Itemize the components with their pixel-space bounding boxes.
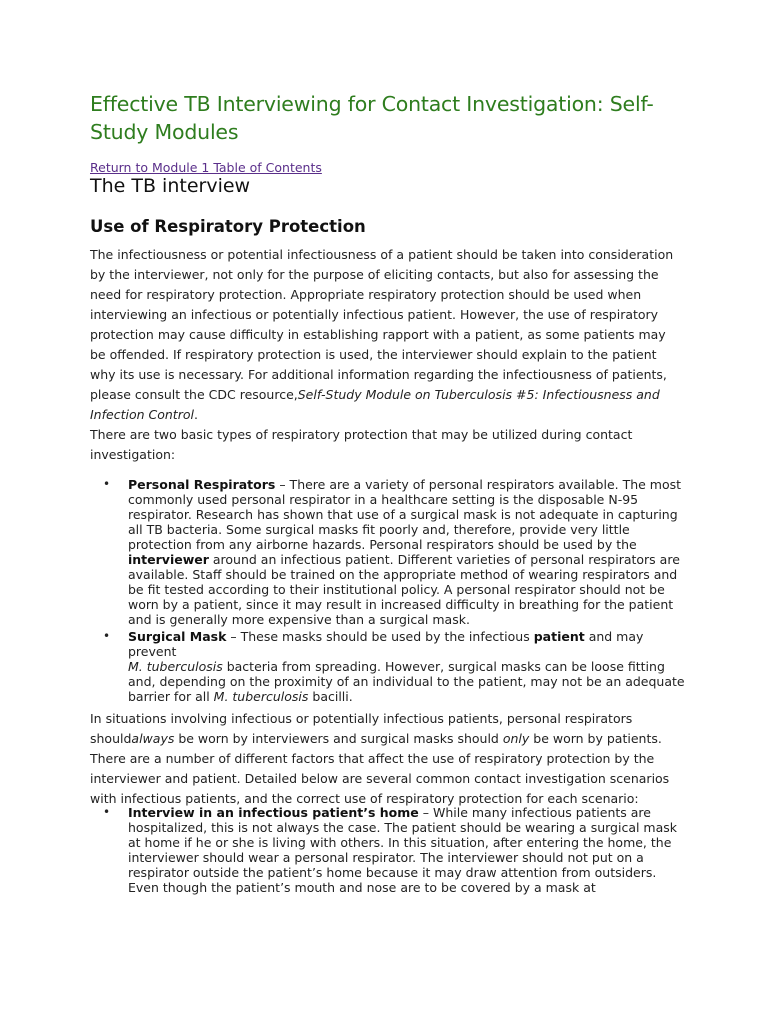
emphasis-only: only [502,731,530,746]
intro-text: The infectiousness or potential infectiousness of a patient should be taken into consideration by the interviewer, not only for the purpose of eliciting contacts, but also for assessing the need for respiratory protection. Appropriate respiratory protection should be used when interviewing an infectious or potentially infectious patient. However, the use of respiratory protection may cause difficulty in establishing rapport with a patient, as some patients may be offended. If respiratory protection is used, the interviewer should explain to the patient why its use is necessary. For additional information regarding the infectiousness of patients, please consult the CDC resource, [90,247,674,402]
item-text: around an infectious patient. Different varieties of personal respirators are available. Staff should be trained on the appropriate method of wearing respirators and be fit tested according to their institutional policy. A personal respirator should not be worn by a patient, since it may result in increased difficulty in breathing for the patient and is generally more expensive than a surgical mask. [128,552,680,627]
bullet-icon: • [103,477,111,491]
item-text: – These masks should be used by the infectious [226,629,534,644]
intro-end: . [193,407,198,422]
item-text: – While many infectious patients are hospitalized, this is not always the case. The patient should be wearing a surgical mask at home if he or she is living with others. In this situation, after entering the home, the interviewer should wear a personal respirator. The interviewer should not put on a respirator outside the patient’s home because it may draw attention from outsiders. Even though the patient’s mouth and nose are to be covered by a mask at [128,805,678,895]
item-text: bacilli. [308,689,353,704]
bullet-icon: • [103,629,111,643]
list-item-personal-respirators [90,477,690,627]
intro-paragraph [90,245,682,425]
section-title: The TB interview [90,175,251,197]
organism-name: M. tuberculosis [128,659,223,674]
item-text: and may prevent [128,629,644,659]
item-text: – There are a variety of personal respirators available. The most commonly used personal respirator in a healthcare setting is the disposable N-95 respirator. Research has shown that use of a surgical mask is not adequate in capturing all TB bacteria. Some surgical masks fit poorly and, therefore, provide very little protection from any airborne hazards. Personal respirators should be used by the [128,477,682,552]
cdc-resource-title: Self-Study Module on Tuberculosis #5: Infectiousness and Infection Control [90,387,660,422]
situations-text: be worn by patients. There are a number of different factors that affect the use of respiratory protection by the interviewer and patient. Detailed below are several common contact investigation scenarios with infectious patients, and the correct use of respiratory protection for each scenario: [90,731,670,806]
item-text: bacteria from spreading. However, surgical masks can be loose fitting and, depending on the proximity of an individual to the patient, may not be an adequate barrier for all [128,659,685,704]
respiratory-types-list [90,477,690,706]
scenarios-list [90,805,690,897]
situations-paragraph [90,709,682,809]
term-personal-respirators: Personal Respirators [128,477,276,492]
term-home-interview: Interview in an infectious patient’s home [128,805,419,820]
situations-text: be worn by interviewers and surgical masks should [174,731,503,746]
subsection-title: Use of Respiratory Protection [90,217,366,236]
bold-interviewer: interviewer [128,552,209,567]
organism-name: M. tuberculosis [213,689,309,704]
return-to-toc-link[interactable]: Return to Module 1 Table of Contents [90,160,322,175]
bullet-icon: • [103,805,111,819]
emphasis-always: always [131,731,175,746]
list-item-home-interview [90,805,690,895]
types-paragraph: There are two basic types of respiratory protection that may be utilized during contact investigation: [90,427,633,462]
document-title: Effective TB Interviewing for Contact Investigation: Self-Study Modules [90,92,654,144]
list-item-surgical-mask [90,629,690,704]
bold-patient: patient [533,629,585,644]
situations-text: In situations involving infectious or potentially infectious patients, personal respirators should [90,711,633,746]
term-surgical-mask: Surgical Mask [128,629,227,644]
